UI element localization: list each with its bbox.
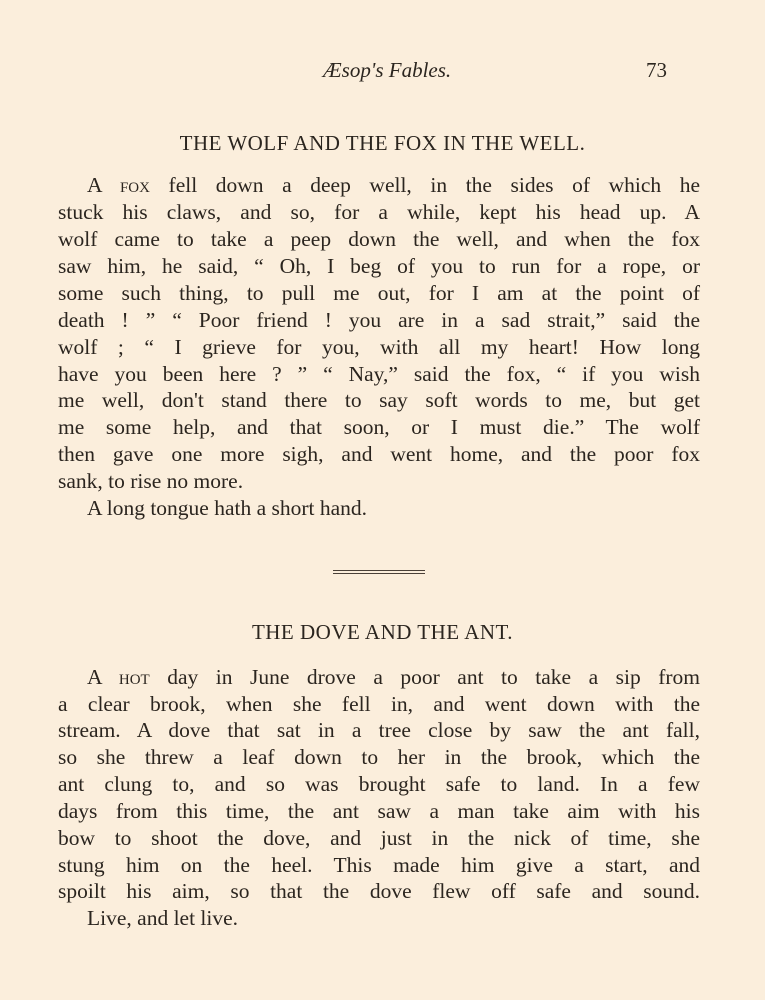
small-caps-word: hot: [118, 665, 150, 689]
story-line: then gave one more sigh, and went home, and the poor fox: [58, 442, 700, 466]
story-title: THE DOVE AND THE ANT.: [251, 620, 514, 644]
running-title: Æsop's Fables.: [323, 58, 452, 82]
line-text: day in June drove a poor ant to take a sip from: [167, 665, 701, 689]
story-line: some such thing, to pull me out, for I am at the point of: [58, 281, 700, 305]
story-line: saw him, he said, “ Oh, I beg of you to run for a rope, or: [58, 254, 700, 278]
small-caps-word: fox: [119, 173, 150, 197]
story-line: days from this time, the ant saw a man take aim with his: [58, 799, 700, 823]
story-line: death ! ” “ Poor friend ! you are in a sad strait,” said the: [58, 308, 700, 332]
story-line: sank, to rise no more.: [58, 469, 244, 493]
story-line: [87, 664, 700, 690]
story-line: wolf ; “ I grieve for you, with all my heart! How long: [58, 335, 700, 359]
section-divider: [333, 570, 425, 574]
lead-word: A: [87, 173, 102, 197]
story-line: stung him on the heel. This made him give a start, and: [58, 853, 700, 877]
story-line: ant clung to, and so was brought safe to land. In a few: [58, 772, 700, 796]
story-line: so she threw a leaf down to her in the brook, which the: [58, 745, 700, 769]
page-number: 73: [646, 58, 667, 82]
story-line: spoilt his aim, so that the dove flew off safe and sound.: [58, 879, 700, 903]
story-line: stream. A dove that sat in a tree close by saw the ant fall,: [58, 718, 700, 742]
story-moral: Live, and let live.: [87, 906, 239, 930]
story-moral: A long tongue hath a short hand.: [87, 496, 368, 520]
story-line: [87, 172, 700, 198]
line-text: fell down a deep well, in the sides of which he: [168, 173, 701, 197]
story-line: bow to shoot the dove, and just in the nick of time, she: [58, 826, 700, 850]
story-line: stuck his claws, and so, for a while, kept his head up. A: [58, 200, 700, 224]
story-line: wolf came to take a peep down the well, and when the fox: [58, 227, 700, 251]
story-line: me well, don't stand there to say soft words to me, but get: [58, 388, 700, 412]
story-line: me some help, and that soon, or I must die.” The wolf: [58, 415, 700, 439]
story-line: a clear brook, when she fell in, and went down with the: [58, 692, 700, 716]
story-title: THE WOLF AND THE FOX IN THE WELL.: [179, 131, 586, 155]
story-line: have you been here ? ” “ Nay,” said the fox, “ if you wish: [58, 362, 700, 386]
lead-word: A: [87, 665, 102, 689]
